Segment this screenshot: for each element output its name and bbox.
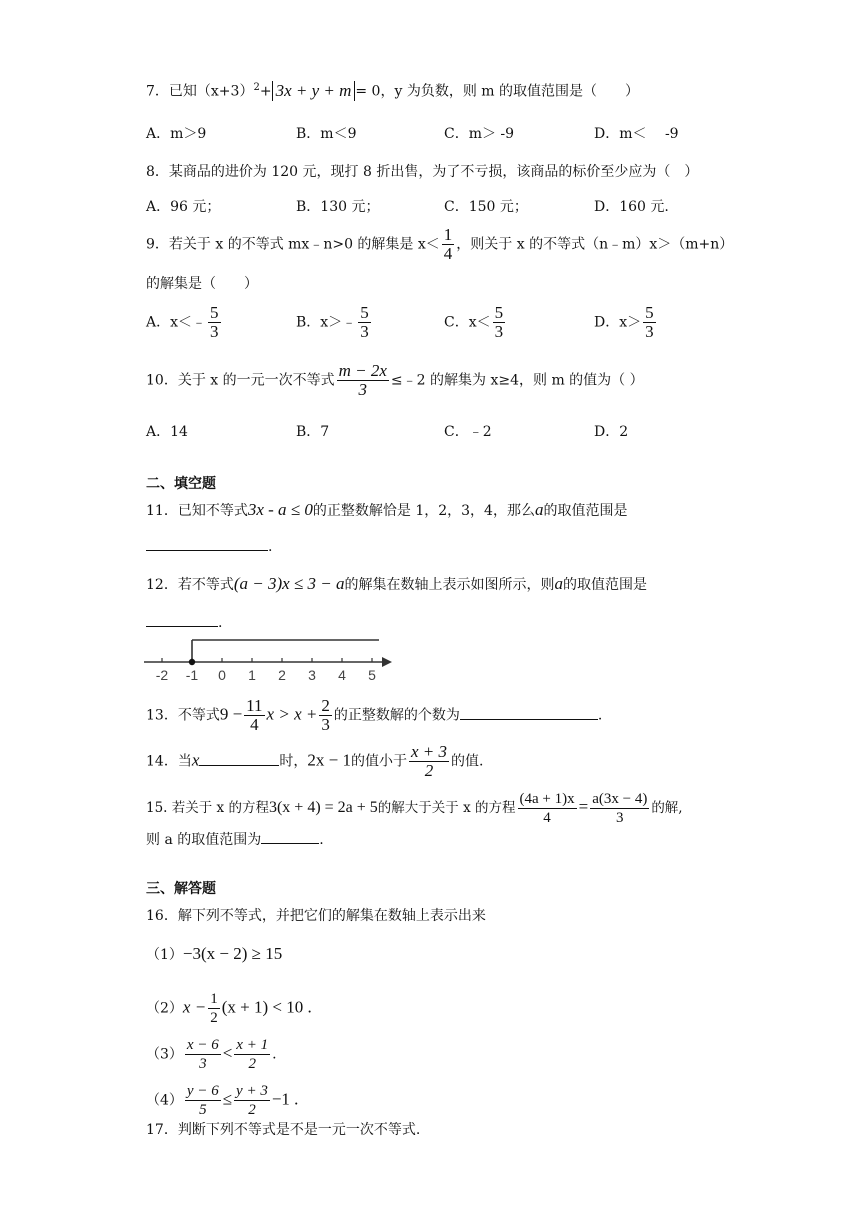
q10-option-c[interactable]: C．﹣2 [444,424,492,440]
q10-option-a[interactable]: A．14 [146,424,188,440]
q7-stem: 7．已知$(x+3)^2+ 3x + y + m = 0$，y 为负数，则 m 的取值范围是（ ） [146,80,639,100]
q8-option-a[interactable]: A．96 元； [146,199,221,215]
axis-label-0: 0 [218,667,226,683]
q10-option-b[interactable]: B．7 [296,424,330,440]
axis-label-5: 5 [368,667,376,683]
q11-stem: 11．已知不等式3x - a ≤ 0的正整数解恰是 1，2，3，4，那么a的取值范围是 [146,500,628,519]
q7-abs-expr: 3x + y + m [272,81,356,101]
q10-option-d[interactable]: D．2 [594,424,629,440]
q13-fraction-1: $\frac{11}{4}$ [246,696,263,734]
q12-answer-blank[interactable]: . [146,612,222,633]
q10-fraction: $\frac{m - 2x}{3}$ [338,361,387,399]
q15-fraction-2: $\frac{a(3x - 4)}{3}$ [592,791,648,826]
q9-option-d-fraction: $\frac{5}{3}$ [645,303,654,341]
axis-label-1: 1 [248,667,256,683]
axis-label-minus2: -2 [155,667,169,683]
q9-stem-line2: 的解集是（ ） [146,276,258,292]
q15-answer-blank[interactable] [261,829,319,844]
q12-stem: 12．若不等式(a − 3)x ≤ 3 − a的解集在数轴上表示如图所示，则a的取值范围是 [146,574,647,593]
q13-answer-blank[interactable] [460,705,598,720]
q14-answer-blank[interactable] [199,751,279,766]
q14-fraction: $\frac{x + 3}{2}$ [410,742,447,780]
q10-stem: 10．关于 x 的一元一次不等式 $\frac{m - 2x}{3}$ ≤﹣2 的解集为 x≥4，则 m 的值为（ ） [146,361,644,399]
q9-option-c[interactable]: C．x＜ $\frac{5}{3}$ [444,303,504,341]
q16-part-3-fraction-left: $\frac{x - 6}{3}$ [186,1037,219,1072]
q13-fraction-2: $\frac{2}{3}$ [321,696,330,734]
q7-option-b[interactable]: B．m＜9 [296,126,357,142]
section-heading-fill-in: 二、填空题 [146,476,216,492]
q16-part-4: （4） $\frac{y - 6}{5}$ ≤ $\frac{y + 3}{2}$ −1 . [146,1083,299,1118]
q9-option-b-fraction: $\frac{5}{3}$ [360,303,369,341]
q17-stem: 17．判断下列不等式是不是一元一次不等式. [146,1122,421,1138]
q9-option-a[interactable]: A．x＜﹣ $\frac{5}{3}$ [146,303,219,341]
q13-stem: 13．不等式9 − $\frac{11}{4}$ x > x + $\frac{2}{3}$ 的正整数解的个数为 . [146,696,603,734]
q8-option-d[interactable]: D．160 元. [594,199,669,215]
q8-stem: 8．某商品的进价为 120 元，现打 8 折出售，为了不亏损，该商品的标价至少应为（ ） [146,164,699,180]
number-line-figure [140,634,400,684]
axis-label-minus1: -1 [185,667,199,683]
q14-stem: 14．当x 时，2x − 1的值小于 $\frac{x + 3}{2}$ 的值. [146,742,484,780]
axis-label-3: 3 [308,667,316,683]
q15-fraction-1: $\frac{(4a + 1)x}{4}$ [519,791,575,826]
q15-stem: 15. 若关于 x 的方程3(x + 4) = 2a + 5的解大于关于 x 的方程 $\frac{(4a + 1)x}{4}$ = $\frac{a(3x - 4)}{3}$ 的解, [146,791,683,826]
q15-stem-line2: 则 a 的取值范围为 . [146,829,324,850]
q9-option-c-fraction: $\frac{5}{3}$ [494,303,504,341]
axis-label-2: 2 [278,667,286,683]
q7-option-c[interactable]: C．m＞ -9 [444,126,515,142]
q11-answer-blank[interactable]: . [146,536,272,557]
q9-option-d[interactable]: D．x＞ $\frac{5}{3}$ [594,303,654,341]
q9-fraction: $\frac{1}{4}$ [443,225,453,263]
q16-part-3-fraction-right: $\frac{x + 1}{2}$ [236,1037,269,1072]
q7-option-d[interactable]: D．m＜ -9 [594,126,679,142]
q8-option-c[interactable]: C．150 元； [444,199,528,215]
q16-part-4-fraction-left: $\frac{y - 6}{5}$ [186,1083,219,1118]
q16-part-1: （1）−3(x − 2) ≥ 15 [146,944,283,963]
axis-label-4: 4 [338,667,346,683]
q8-option-b[interactable]: B．130 元； [296,199,380,215]
q16-stem: 16．解下列不等式，并把它们的解集在数轴上表示出来 [146,908,486,924]
q16-part-2: （2）x − $\frac{1}{2}$ (x + 1) < 10 . [146,991,312,1026]
q16-part-2-fraction: $\frac{1}{2}$ [210,991,218,1026]
q16-part-3: （3） $\frac{x - 6}{3}$ < $\frac{x + 1}{2}$ . [146,1037,277,1072]
q9-option-b[interactable]: B．x＞﹣ $\frac{5}{3}$ [296,303,369,341]
q16-part-4-fraction-right: $\frac{y + 3}{2}$ [236,1083,268,1118]
q9-stem: 9．若关于 x 的不等式 mx﹣n>0 的解集是 x＜ $\frac{1}{4}$ ，则关于 x 的不等式（n﹣m）x＞（m+n） [146,225,734,263]
q7-option-a[interactable]: A．m＞9 [146,126,207,142]
section-heading-solve: 三、解答题 [146,881,216,897]
q9-option-a-fraction: $\frac{5}{3}$ [210,303,219,341]
